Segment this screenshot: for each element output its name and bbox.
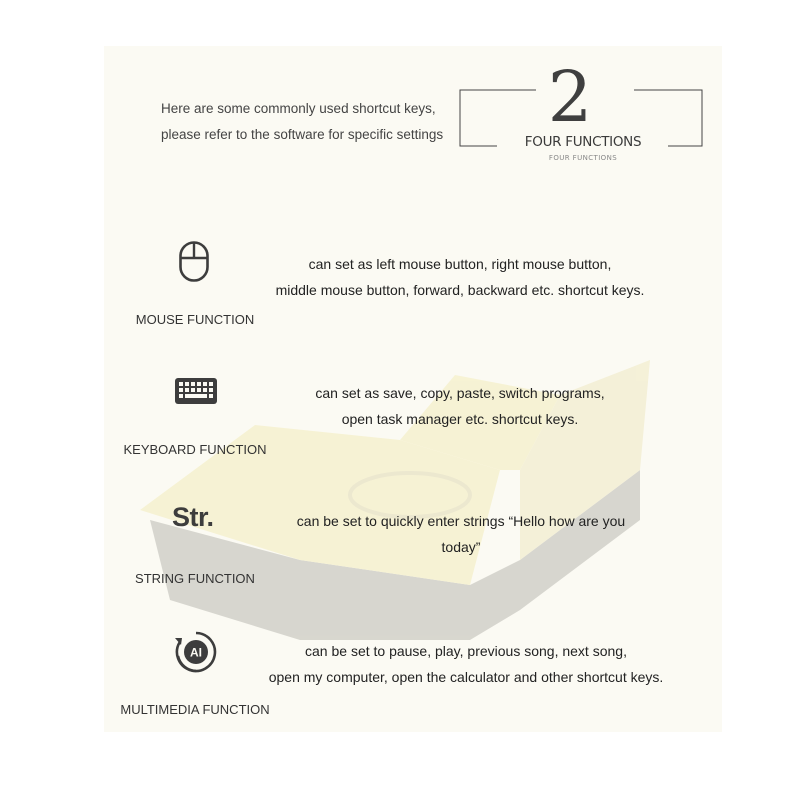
badge-title: FOUR FUNCTIONS <box>524 134 642 150</box>
string-desc-line-2: today” <box>441 539 481 555</box>
badge-subtitle: FOUR FUNCTIONS <box>548 154 618 162</box>
keyboard-function-description <box>240 380 680 432</box>
multimedia-desc-line-1: can be set to pause, play, previous song, next song, <box>305 643 627 659</box>
mouse-icon <box>178 240 212 284</box>
keyboard-icon <box>174 376 218 406</box>
intro-text <box>161 96 443 148</box>
intro-line-1: Here are some commonly used shortcut keys, <box>161 101 436 116</box>
mouse-function-description <box>240 251 680 303</box>
string-icon: Str. <box>172 502 214 532</box>
string-function-label: STRING FUNCTION <box>135 571 255 586</box>
multimedia-desc-line-2: open my computer, open the calculator and other shortcut keys. <box>268 669 664 685</box>
multimedia-function-description <box>236 638 696 690</box>
multimedia-ai-icon <box>173 629 219 675</box>
keyboard-desc-line-2: open task manager etc. shortcut keys. <box>341 411 579 427</box>
mouse-function-label: MOUSE FUNCTION <box>135 312 255 327</box>
string-desc-line-1: can be set to quickly enter strings “Hello how are you <box>296 513 626 529</box>
multimedia-function-label: MULTIMEDIA FUNCTION <box>120 702 270 717</box>
string-function-description <box>241 508 681 560</box>
mouse-desc-line-2: middle mouse button, forward, backward etc. shortcut keys. <box>275 282 645 298</box>
intro-line-2: please refer to the software for specific settings <box>161 127 444 142</box>
mouse-desc-line-1: can set as left mouse button, right mouse button, <box>308 256 612 272</box>
badge-number: 2 <box>547 56 593 138</box>
keyboard-desc-line-1: can set as save, copy, paste, switch programs, <box>315 385 605 401</box>
svg-text:AI: AI <box>190 645 202 660</box>
keyboard-function-label: KEYBOARD FUNCTION <box>123 442 267 457</box>
